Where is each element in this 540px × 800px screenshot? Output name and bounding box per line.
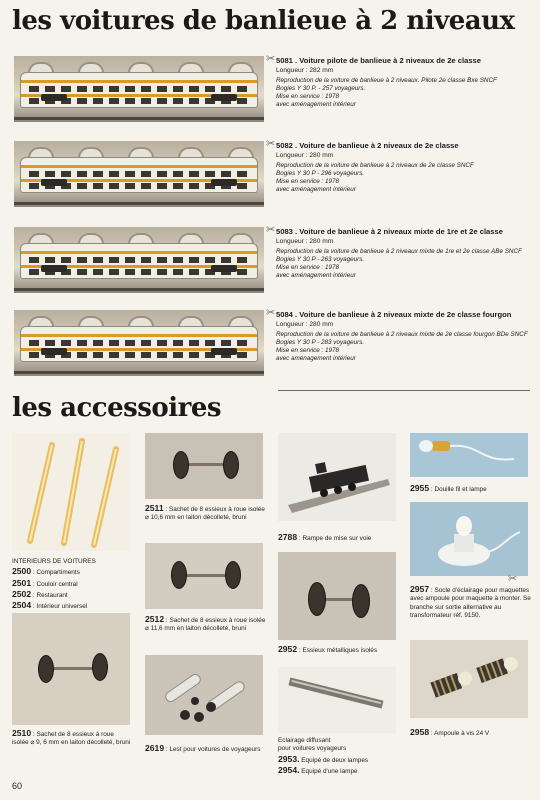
axle-photo-2512 [145, 543, 263, 609]
coach-photo-5083 [14, 227, 264, 293]
caption-2511: 2511 : Sachet de 8 essieux à roue isolée ⌀ 10,6 mm en laiton décolleté, bruni [145, 503, 265, 522]
ballast-photo-2619 [145, 655, 263, 735]
coach-photo-5081 [14, 56, 264, 122]
bulb-photo-2958 [410, 640, 528, 718]
scissors-icon: ✂ [266, 138, 276, 150]
coach-item-5082 [276, 141, 532, 193]
lighting-item-2953: 2953. Equipé de deux lampes [278, 753, 369, 764]
coach-description: Reproduction de la voiture de banlieue à 2 niveaux. Pilote 2e classe Bxe SNCF Bogies Y 30 P. - 257 voyageurs. Mise en service : 1978 avec aménagement intérieur [276, 77, 497, 108]
caption-2788: 2788 : Rampe de mise sur voie [278, 532, 372, 542]
interior-item: 2502 : Restaurant [12, 588, 68, 599]
axle-photo-2510 [12, 613, 130, 725]
lighting-item-2954: 2954. Equipé d'une lampe [278, 764, 358, 775]
coach-photo-5082 [14, 141, 264, 207]
scissors-icon: ✂ [508, 573, 518, 585]
coach-code-line: 5082 . Voiture de banlieue à 2 niveaux de 2e classe [276, 141, 459, 150]
axle-photo-2511 [145, 433, 263, 499]
caption-2955: 2955 : Douille fil et lampe [410, 483, 487, 493]
caption-2619: 2619 : Lest pour voitures de voyageurs [145, 743, 261, 753]
coach-length: Longueur : 280 mm [276, 238, 334, 245]
lighting-heading: Eclairage diffusant pour voitures voyageurs [278, 737, 347, 753]
interiors-caption [12, 558, 137, 612]
axle-photo-2952 [278, 552, 396, 640]
interior-item: 2501 : Couloir central [12, 577, 78, 588]
coach-item-5083 [276, 227, 532, 279]
lighting-photo-2953 [278, 667, 396, 733]
section-divider [278, 390, 530, 391]
coach-item-5081 [276, 56, 532, 108]
section-title-accessories: les accessoires [12, 393, 222, 423]
lamp-base-photo-2957 [410, 502, 528, 576]
interior-item: 2500 : Compartiments [12, 566, 80, 577]
coach-item-5084 [276, 310, 532, 362]
coach-description: Reproduction de la voiture de banlieue à 2 niveaux mixte de 2e classe fourgon BDe SNCF Bogies Y 30 P - 283 voyageurs. Mise en service : 1978 avec aménagement intérieur [276, 331, 528, 362]
caption-2952: 2952 : Essieux métalliques isolés [278, 644, 378, 654]
caption-2510: 2510 : Sachet de 8 essieux à roue isolée ⌀ 9, 6 mm en laiton décolleté, bruni [12, 728, 131, 747]
scissors-icon: ✂ [266, 53, 276, 65]
coach-photo-5084 [14, 310, 264, 376]
coach-description: Reproduction de la voiture de banlieue à 2 niveaux de 2e classe SNCF Bogies Y 30 P - 296 voyageurs. Mise en service : 1978 avec aménagement intérieur [276, 162, 474, 193]
coach-length: Longueur : 282 mm [276, 67, 334, 74]
coach-length: Longueur : 280 mm [276, 321, 334, 328]
rerailer-photo-2788 [278, 433, 396, 521]
coach-description: Reproduction de la voiture de banlieue à 2 niveaux mixte de 1re et 2e classe ABe SNCF Bogies Y 30 P - 263 voyageurs. Mise en service : 1978 avec aménagement intérieur [276, 248, 522, 279]
page-number: 60 [12, 781, 23, 791]
coach-code-line: 5084 . Voiture de banlieue à 2 niveaux mixte de 2e classe fourgon [276, 310, 512, 319]
scissors-icon: ✂ [266, 307, 276, 319]
caption-2957: ✂ 2957 : Socle d'éclairage pour maquettes avec ampoule pour maquette à monter. Se branche sur sortie alternative au transformateur réf. 9150. [410, 573, 531, 619]
interiors-heading: INTERIEURS DE VOITURES [12, 558, 96, 565]
interior-item: 2504 : Intérieur universel [12, 600, 88, 611]
coach-length: Longueur : 280 mm [276, 152, 334, 159]
section-title-coaches: les voitures de banlieue à 2 niveaux [12, 6, 515, 36]
caption-lighting [278, 737, 408, 776]
scissors-icon: ✂ [266, 224, 276, 236]
caption-2958: 2958 : Ampoule à vis 24 V [410, 727, 490, 737]
socket-photo-2955 [410, 433, 528, 477]
coach-code-line: 5081 . Voiture pilote de banlieue à 2 niveaux de 2e classe [276, 56, 481, 65]
coach-code-line: 5083 . Voiture de banlieue à 2 niveaux mixte de 1re et 2e classe [276, 227, 503, 236]
interiors-photo [12, 433, 130, 551]
caption-2512: 2512 : Sachet de 8 essieux à roue isolée ⌀ 11,6 mm en laiton décolleté, bruni [145, 614, 266, 633]
